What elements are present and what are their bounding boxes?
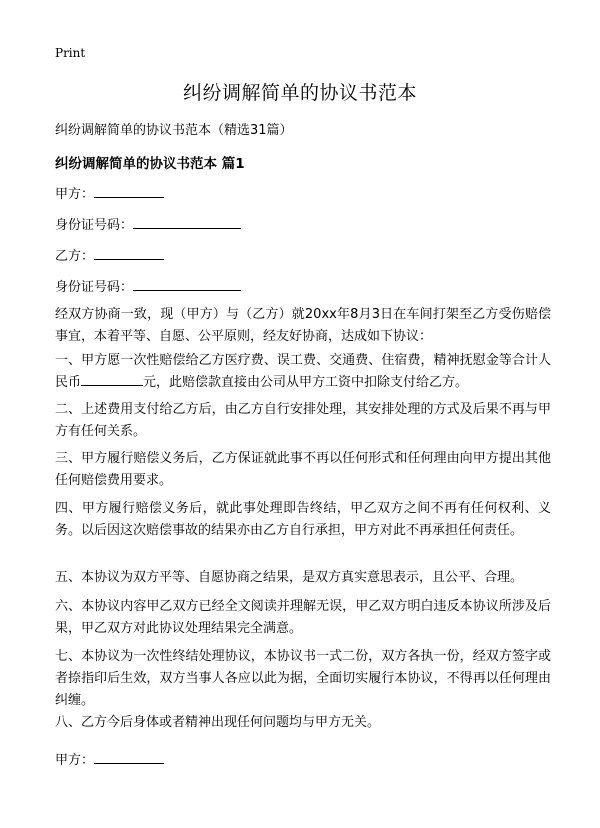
party-a-signature-blank [94, 750, 164, 764]
clause-1-text-b: 元，此赔偿款直接由公司从甲方工资中扣除支付给乙方。 [143, 375, 469, 390]
section-heading: 纠纷调解简单的协议书范本 篇1 [55, 156, 245, 172]
party-b-field [55, 245, 164, 264]
party-a-signature-label: 甲方： [55, 753, 95, 768]
party-a-id-blank [133, 215, 241, 229]
clause-1-paragraph [55, 350, 551, 394]
clause-7-paragraph: 七、本协议为一次性终结处理协议，本协议书一式二份，双方各执一份，经双方签字或者捺指印后生效，双方当事人各应以此为据，全面切实履行本协议，不得再以任何理由纠缠。 [55, 649, 551, 708]
amount-blank [81, 373, 143, 386]
document-subtitle: 纠纷调解简单的协议书范本（精选31篇） [55, 123, 293, 138]
party-b-label: 乙方： [55, 249, 95, 264]
clause-6-paragraph: 六、本协议内容甲乙双方已经全文阅读并理解无误，甲乙双方明白违反本协议所涉及后果，甲乙双方对此协议处理结果完全满意。 [55, 599, 551, 636]
intro-paragraph: 经双方协商一致，现（甲方）与（乙方）就20xx年8月3日在车间打架至乙方受伤赔偿事宜，本着平等、自愿、公平原则，经友好协商，达成如下协议： [55, 307, 551, 344]
party-a-field [55, 183, 164, 202]
party-a-label: 甲方： [55, 187, 95, 202]
party-a-blank [94, 184, 164, 198]
print-link[interactable]: Print [55, 46, 86, 60]
clause-3-paragraph: 三、甲方履行赔偿义务后，乙方保证就此事不再以任何形式和任何理由向甲方提出其他任何赔偿费用要求。 [55, 451, 551, 488]
clause-8-paragraph: 八、乙方今后身体或者精神出现任何问题均与甲方无关。 [55, 715, 381, 730]
party-b-id-blank [133, 277, 241, 291]
party-b-id-label: 身份证号码： [55, 280, 134, 295]
clause-1-text-a: 一、甲方愿一次性赔偿给乙方医疗费、误工费、交通费、住宿费，精神抚慰金等合计人民币 [55, 353, 551, 390]
party-a-signature-field [55, 749, 164, 768]
party-b-blank [94, 246, 164, 260]
party-a-id-label: 身份证号码： [55, 218, 134, 233]
clause-2-paragraph: 二、上述费用支付给乙方后，由乙方自行安排处理，其安排处理的方式及后果不再与甲方有任何关系。 [55, 402, 551, 439]
document-title: 纠纷调解简单的协议书范本 [182, 82, 417, 104]
clause-4-paragraph: 四、甲方履行赔偿义务后，就此事处理即告终结，甲乙双方之间不再有任何权利、义务。以后因这次赔偿事故的结果亦由乙方自行承担，甲方对此不再承担任何责任。 [55, 501, 551, 538]
clause-5-paragraph: 五、本协议为双方平等、自愿协商之结果，是双方真实意思表示，且公平、合理。 [55, 570, 524, 585]
party-a-id-field [55, 214, 241, 233]
party-b-id-field [55, 276, 241, 295]
